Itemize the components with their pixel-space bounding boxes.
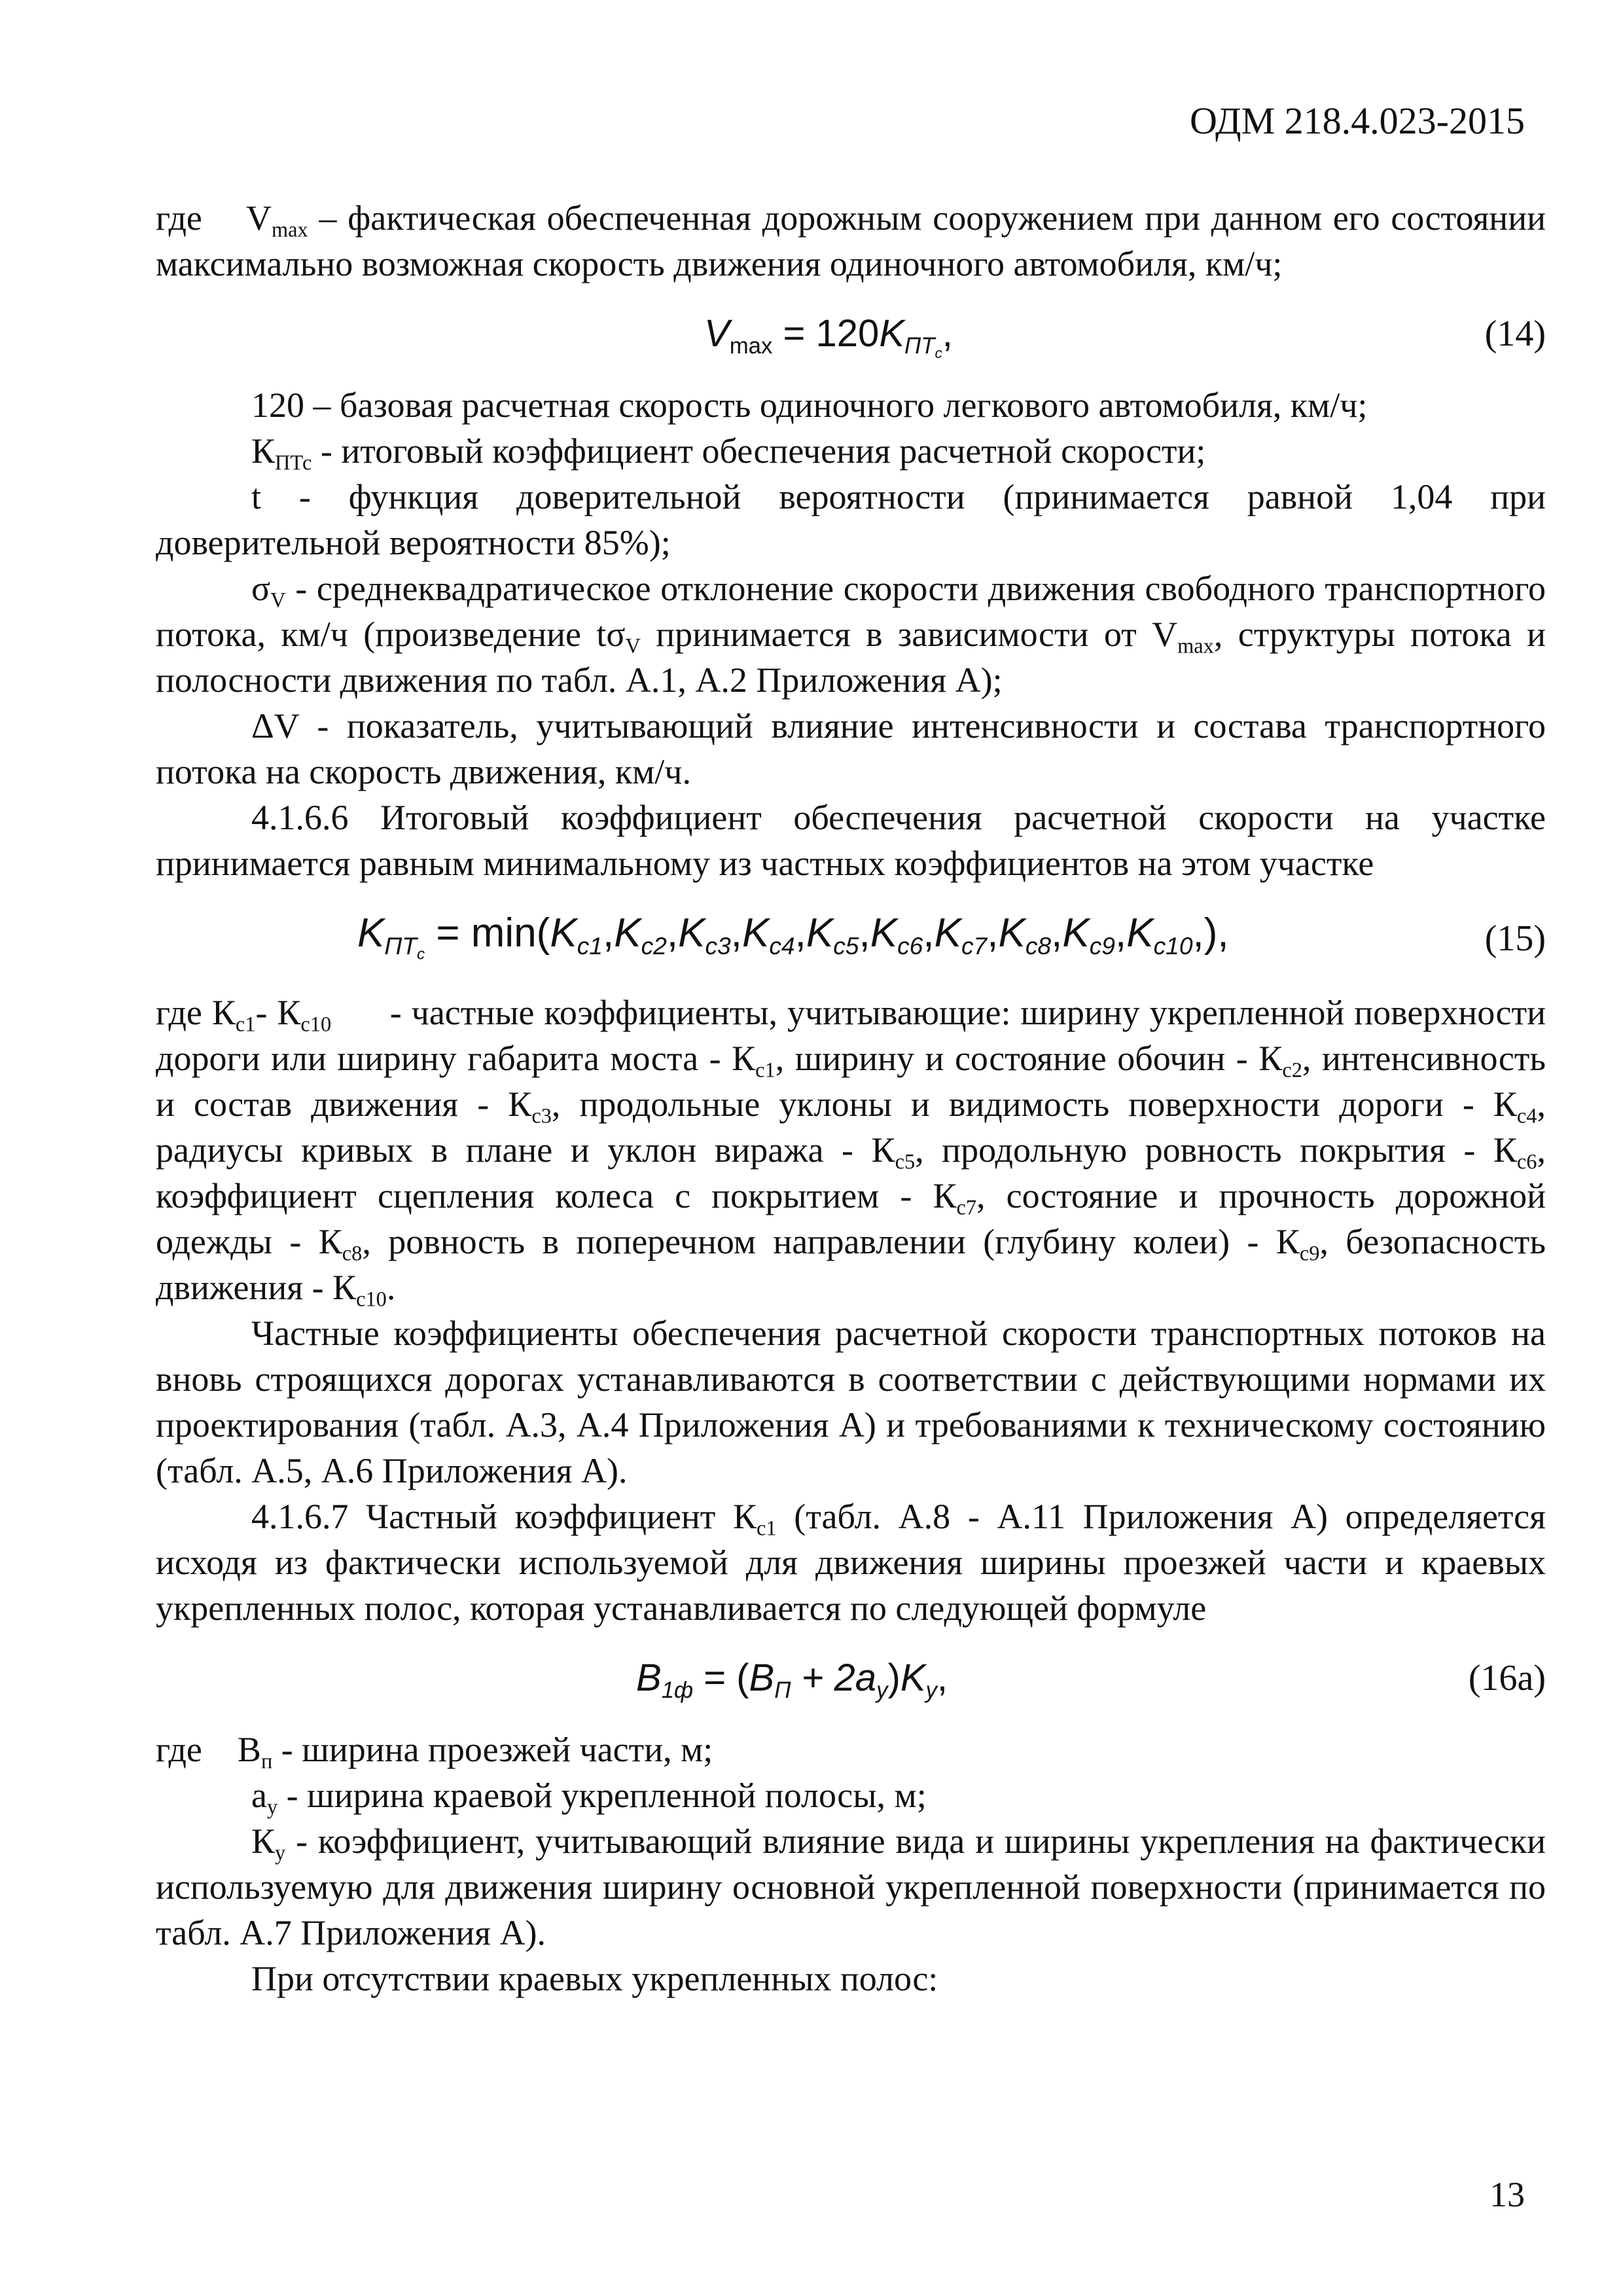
sigma-text-1: - среднеквадратическое отклонение скорости движения свободного транспортного потока, км/ч (произведение <box>156 569 1546 654</box>
def-kpt <box>156 428 1546 474</box>
t-sigma-subscript: V <box>625 634 641 658</box>
equation-16a-number: (16а) <box>1468 1658 1546 1698</box>
eq15-comma: , <box>859 910 870 956</box>
eq15-k: K <box>357 910 385 956</box>
gde-word: где <box>156 198 202 238</box>
eq16a-plus2a: + 2a <box>791 1657 877 1699</box>
sigma-symbol: σ <box>251 569 271 608</box>
kc-sub: с6 <box>1516 1150 1537 1174</box>
kc-sub: с10 <box>356 1287 387 1312</box>
eq15-k-subsub: с <box>417 945 425 963</box>
document-body <box>156 195 1555 2001</box>
equation-16a-body <box>636 1652 948 1704</box>
document-code: ОДМ 218.4.023-2015 <box>1190 99 1525 142</box>
paragraph-last: При отсутствии краевых укрепленных полос: <box>251 1959 938 1998</box>
ky-symbol: К <box>251 1821 276 1861</box>
eq14-k-subsub: с <box>935 344 942 361</box>
gde-word: где <box>156 1730 202 1769</box>
eq15-terms <box>550 910 1193 960</box>
kc-dash: - К <box>255 993 301 1032</box>
eq15-term-k: K <box>1126 910 1154 956</box>
eq15-term-sub: c2 <box>641 931 667 960</box>
kc-text: - частные коэффициенты, учитывающие: ширину укрепленной поверхности дороги или ширину габарита моста - К <box>156 993 1555 1078</box>
def-bp <box>156 1727 1546 1772</box>
def-sigma <box>156 565 1546 703</box>
eq15-comma: , <box>1051 910 1063 956</box>
eq15-term-sub: c6 <box>897 931 923 960</box>
eq15-term-k: K <box>934 910 961 956</box>
kc-sub: с2 <box>1282 1058 1302 1083</box>
eq15-comma: , <box>730 910 742 956</box>
eq15-term-k: K <box>550 910 577 956</box>
eq16a-comma: , <box>936 1657 948 1699</box>
def-ay <box>156 1772 1546 1818</box>
kc-sub: с3 <box>531 1104 552 1128</box>
eq15-term-sub: c4 <box>769 931 795 960</box>
ay-text: - ширина краевой укрепленной полосы, м; <box>277 1776 927 1815</box>
def-ky <box>156 1818 1546 1956</box>
eq15-term-sub: c1 <box>577 931 603 960</box>
eq15-comma: , <box>794 910 806 956</box>
ky-subscript: у <box>275 1841 286 1865</box>
kc-text: , радиусы кривых в плане и уклон виража - К <box>156 1085 1546 1170</box>
ay-symbol: а <box>251 1776 267 1815</box>
eq15-min: = min( <box>425 910 550 956</box>
eq15-comma: , <box>602 910 615 956</box>
eq15-term-sub: c8 <box>1025 931 1052 960</box>
kc-text: , интенсивность и состав движения - К <box>156 1039 1546 1124</box>
eq15-close: ,), <box>1192 910 1229 956</box>
eq15-comma: , <box>1115 910 1127 956</box>
eq14-equals: = 120 <box>772 312 880 355</box>
def-delta-v: ΔV - показатель, учитывающий влияние интенсивности и состава транспортного потока на скорость движения, км/ч. <box>156 706 1546 791</box>
eq15-term-sub: c7 <box>961 931 988 960</box>
eq16a-b-sub: 1ф <box>661 1677 694 1704</box>
kc-text: , продольные уклоны и видимость поверхности дороги - К <box>551 1085 1517 1124</box>
eq16a-bp-sub: П <box>774 1677 791 1704</box>
equation-14-body <box>704 308 953 360</box>
eq16a-close: ) <box>887 1657 901 1699</box>
bp-subscript: п <box>260 1749 273 1774</box>
equation-15-body <box>357 907 1229 963</box>
eq15-comma: , <box>923 910 935 956</box>
bp-symbol: В <box>237 1730 261 1769</box>
eq15-term-sub: c10 <box>1153 931 1193 960</box>
paragraph-4-1-6-6: 4.1.6.6 Итоговый коэффициент обеспечения расчетной скорости на участке принимается равным минимальному из частных коэффициентов на этом участке <box>156 798 1546 883</box>
eq15-term-k: K <box>678 910 705 956</box>
def-120: 120 – базовая расчетная скорость одиночного легкового автомобиля, км/ч; <box>251 386 1368 425</box>
eq15-term-sub: c3 <box>705 931 731 960</box>
equation-14 <box>156 296 1546 373</box>
kc-sub: с8 <box>342 1242 363 1266</box>
kc-text: , коэффициент сцепления колеса с покрытием - К <box>156 1130 1546 1215</box>
eq16a-k: K <box>900 1657 926 1699</box>
eq14-k: K <box>879 312 904 355</box>
eq15-k-sub: ПТ <box>384 931 418 960</box>
kc-sub: с4 <box>1516 1104 1537 1128</box>
paragraph-private-coefficients: Частные коэффициенты обеспечения расчетной скорости транспортных потоков на вновь строящихся дорогах устанавливаются в соответствии с действующими нормами их проектирования (табл. А.3, А.4 Приложения А) и требованиями к техническому состоянию (табл. А.5, А.6 Приложения А). <box>156 1314 1546 1490</box>
kpt-subscript: ПТс <box>275 451 312 475</box>
p4167-sub: с1 <box>757 1516 777 1541</box>
p4167-start: 4.1.6.7 Частный коэффициент К <box>251 1497 757 1536</box>
kc-sub: с5 <box>895 1150 916 1174</box>
kc-text: . <box>386 1268 396 1307</box>
eq15-comma: , <box>987 910 999 956</box>
kc-sub: с10 <box>300 1013 332 1037</box>
eq16a-a-sub: у <box>876 1677 888 1704</box>
eq14-v: V <box>704 312 730 355</box>
eq15-term-sub: c9 <box>1089 931 1115 960</box>
eq16a-k-sub: у <box>925 1677 937 1704</box>
ky-text: - коэффициент, учитывающий влияние вида и ширины укрепления на фактически используемую для движения ширину основной укрепленной поверхности (принимается по табл. А.7 Приложения А). <box>156 1821 1546 1952</box>
kpt-text: - итоговый коэффициент обеспечения расчетной скорости; <box>312 431 1206 471</box>
vmax-symbol: V <box>245 198 272 238</box>
kc-sub: с9 <box>1299 1242 1320 1266</box>
eq16a-b: B <box>636 1657 662 1699</box>
sigma-vmax-subscript: max <box>1177 634 1214 658</box>
sigma-text-2: принимается в зависимости от V <box>640 615 1178 654</box>
kc-text: , ровность в поперечном направлении (глубину колеи) - К <box>362 1222 1300 1261</box>
p4167-text: (табл. А.8 - А.11 Приложения А) определяется исходя из фактически используемой для движения ширины проезжей части и краевых укрепленных полос, которая устанавливается по следующей формуле <box>156 1497 1546 1628</box>
equation-16a <box>156 1640 1546 1717</box>
eq16a-eq: = ( <box>693 1657 749 1699</box>
bp-text: - ширина проезжей части, м; <box>272 1730 713 1769</box>
equation-15-number: (15) <box>1484 918 1546 959</box>
eq15-term-k: K <box>741 910 770 956</box>
kc-sub: с1 <box>755 1058 776 1083</box>
eq15-comma: , <box>666 910 679 956</box>
kpt-symbol: К <box>251 431 276 471</box>
equation-15 <box>156 895 1546 980</box>
sigma-text-3: , структуры потока и полосности движения по табл. А.1, А.2 Приложения А); <box>156 615 1546 700</box>
kc-text: , ширину и состояние обочин - К <box>775 1039 1283 1078</box>
vmax-subscript: max <box>271 218 308 242</box>
equation-14-number: (14) <box>1484 314 1546 354</box>
kc-start: где К <box>156 993 236 1032</box>
vmax-definition-text: – фактическая обеспеченная дорожным сооружением при данном его состоянии максимально возможная скорость движения одиночного автомобиля, км/ч; <box>156 198 1546 283</box>
kc-text: , продольную ровность покрытия - К <box>915 1130 1517 1170</box>
t-sigma-symbol: tσ <box>596 615 626 654</box>
eq15-term-k: K <box>870 910 898 956</box>
kc-text: , безопасность движения - К <box>156 1222 1546 1307</box>
eq15-term-k: K <box>614 910 641 956</box>
kc-sub: с7 <box>956 1196 977 1220</box>
eq16a-bp: B <box>749 1657 775 1699</box>
eq14-k-sub: ПТ <box>904 333 935 359</box>
vmax-definition <box>156 195 1546 287</box>
eq14-v-sub: max <box>729 333 773 359</box>
ay-subscript: у <box>266 1795 278 1820</box>
kc-coefficients-text <box>156 990 1555 1312</box>
page-number: 13 <box>1489 2175 1525 2214</box>
kc-text: , состояние и прочность дорожной одежды - К <box>156 1176 1546 1261</box>
eq14-comma: , <box>942 312 953 355</box>
paragraph-4-1-6-7 <box>156 1494 1546 1631</box>
def-t: t - функция доверительной вероятности (принимается равной 1,04 при доверительной вероятности 85%); <box>156 477 1546 562</box>
eq15-term-k: K <box>806 910 834 956</box>
sigma-subscript: V <box>270 588 286 613</box>
eq15-term-sub: c5 <box>833 931 859 960</box>
eq15-term-k: K <box>998 910 1026 956</box>
kc-sub: с1 <box>235 1013 256 1037</box>
eq15-term-k: K <box>1062 910 1090 956</box>
